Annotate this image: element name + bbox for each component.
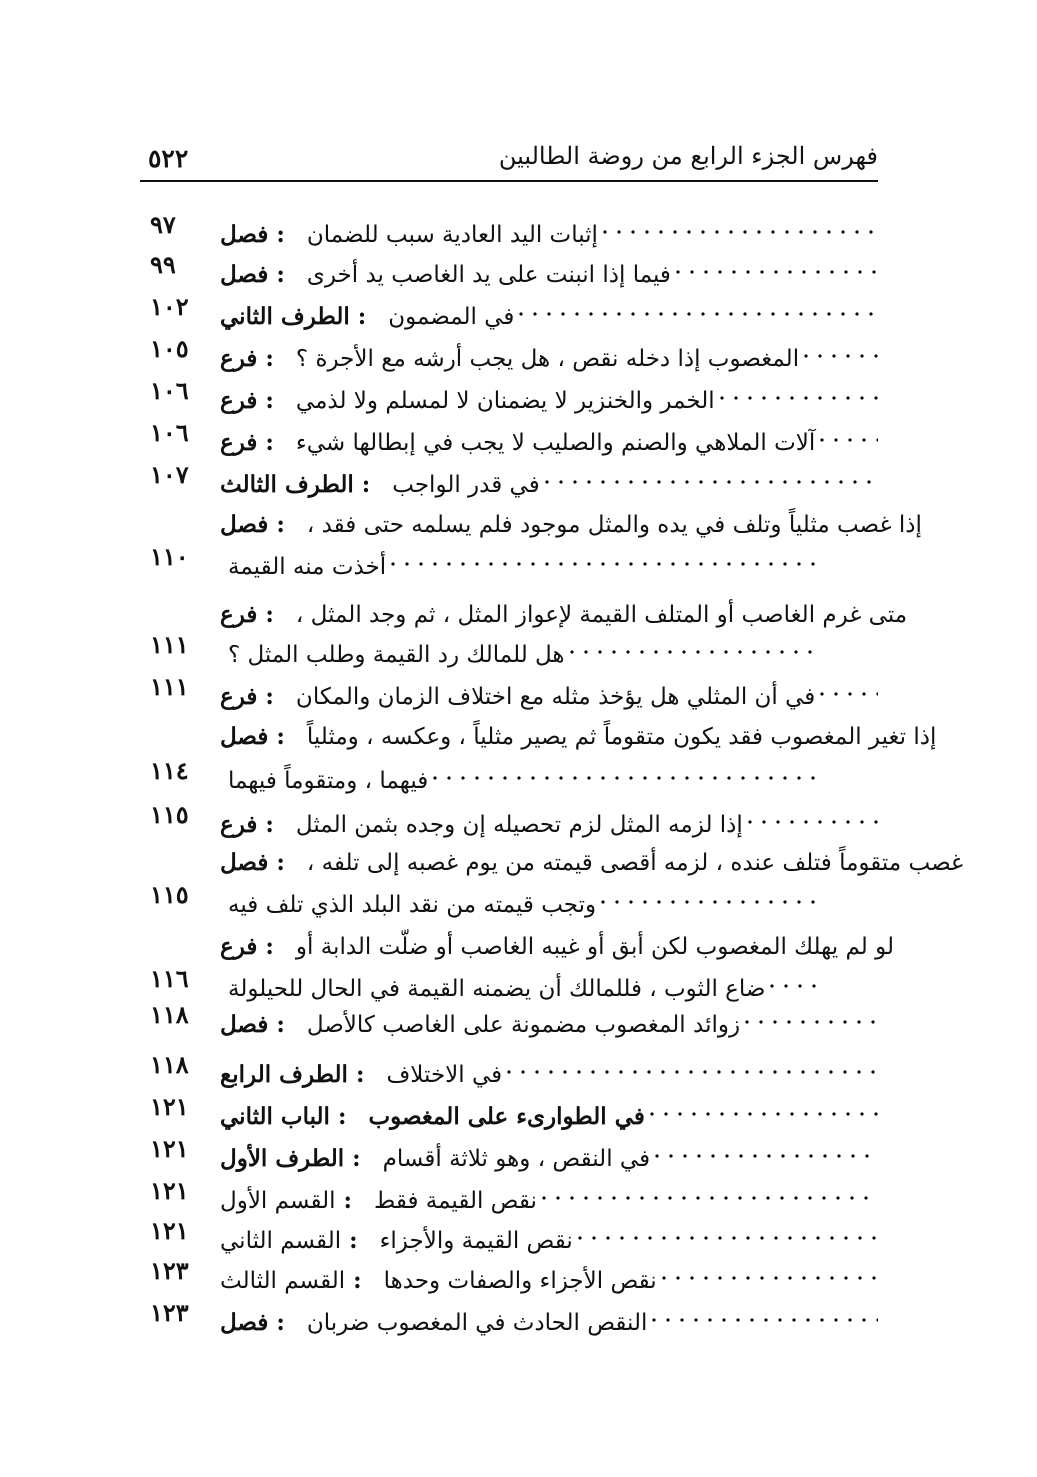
entry-label: الباب الثاني <box>220 1103 330 1130</box>
entry-label: القسم الثالث <box>220 1268 346 1294</box>
page-header <box>140 138 878 182</box>
dot-leader <box>573 1231 878 1245</box>
entry-label: فصل <box>220 511 269 538</box>
entry-page-number: ١٠٦ <box>150 376 189 405</box>
entry-label: الطرف الثالث <box>220 471 354 498</box>
entry-title-continuation: ضاع الثوب ، فللمالك أن يضمنه القيمة في الحال للحيلولة <box>228 976 766 1002</box>
entry-title: الخمر والخنزير لا يضمنان لا لمسلم ولا لذمي <box>295 388 715 414</box>
dot-leader <box>650 1149 878 1163</box>
toc-entry: فصل : إثبات اليد العادية سبب للضمان ٩٧ <box>140 210 878 250</box>
toc-entry: فرع : لو لم يهلك المغصوب لكن أبق أو غيبه الغاصب أو ضلّت الدابة أو ضاع الثوب ، فللمالك أن يضمنه القيمة في الحال للحيلولة ١١٦ <box>150 933 894 1002</box>
toc-entry: الطرف الأول : في النقص ، وهو ثلاثة أقسام ١٢١ <box>140 1134 878 1174</box>
entry-page-number: ١١٨ <box>150 1050 189 1079</box>
entry-page-number: ٩٧ <box>150 210 176 239</box>
dot-leader <box>502 1065 878 1079</box>
dot-leader <box>598 225 878 239</box>
entry-label: الطرف الثاني <box>220 303 350 330</box>
entry-page-number: ١١٠ <box>150 542 189 571</box>
entry-label: فصل <box>220 1011 269 1038</box>
entry-title: النقص الحادث في المغصوب ضربان <box>306 1310 648 1336</box>
entry-title-continuation: هل للمالك رد القيمة وطلب المثل ؟ <box>228 642 565 668</box>
toc-entry: الطرف الرابع : في الاختلاف ١١٨ <box>140 1050 878 1090</box>
toc-entry: فصل : النقص الحادث في المغصوب ضربان ١٢٣ <box>140 1298 878 1338</box>
entry-label: فرع <box>220 811 258 838</box>
dot-leader <box>540 475 878 489</box>
entry-page-number: ١١٤ <box>150 756 189 785</box>
entry-title: فيما إذا انبنت على يد الغاصب يد أخرى <box>306 262 671 288</box>
entry-page-number: ١٢١ <box>150 1134 189 1163</box>
entry-page-number: ٩٩ <box>150 250 176 279</box>
entry-label: فرع <box>220 683 258 710</box>
entry-title: إذا لزمه المثل لزم تحصيله إن وجده بثمن المثل <box>295 812 743 838</box>
entry-label: الطرف الأول <box>220 1145 345 1172</box>
dot-leader <box>657 1271 878 1285</box>
dot-leader <box>743 815 878 829</box>
entry-title: في الطوارىء على المغصوب <box>368 1103 645 1130</box>
toc-entry: فصل : زوائد المغصوب مضمونة على الغاصب كالأصل ١١٨ <box>140 1000 878 1040</box>
entry-title: لو لم يهلك المغصوب لكن أبق أو غيبه الغاصب أو ضلّت الدابة أو <box>295 934 894 960</box>
entry-page-number: ١٠٥ <box>150 334 189 363</box>
entry-title: إذا غصب مثلياً وتلف في يده والمثل موجود فلم يسلمه حتى فقد ، <box>306 512 922 538</box>
entry-page-number: ١٢١ <box>150 1092 189 1121</box>
dot-leader <box>537 1191 878 1205</box>
toc-entry: الباب الثاني : في الطوارىء على المغصوب ١٢١ <box>140 1092 878 1132</box>
entry-page-number: ١٠٢ <box>150 292 189 321</box>
dot-leader <box>715 391 878 405</box>
entry-label: فرع <box>220 429 258 456</box>
toc-entry: القسم الثالث : نقص الأجزاء والصفات وحدها ١٢٣ <box>140 1256 878 1296</box>
dot-leader <box>647 1313 878 1327</box>
dot-leader <box>740 1015 878 1029</box>
entry-label: فرع <box>220 933 258 960</box>
dot-leader <box>671 265 878 279</box>
entry-label: فرع <box>220 601 258 628</box>
entry-title-continuation: أخذت منه القيمة <box>228 554 387 580</box>
toc-entry: فرع : آلات الملاهي والصنم والصليب لا يجب في إبطالها شيء ١٠٦ <box>140 418 878 458</box>
dot-leader <box>815 433 878 447</box>
entry-label: القسم الثاني <box>220 1228 342 1254</box>
entry-label: الطرف الرابع <box>220 1061 348 1088</box>
entry-label: فصل <box>220 261 269 288</box>
entry-title: نقص القيمة والأجزاء <box>379 1228 573 1254</box>
entry-title: في قدر الواجب <box>392 472 540 498</box>
entry-title: آلات الملاهي والصنم والصليب لا يجب في إبطالها شيء <box>295 430 816 456</box>
entry-page-number: ١١٥ <box>150 880 189 909</box>
entry-page-number: ١١٥ <box>150 800 189 829</box>
toc-entry: فصل : غصب متقوماً فتلف عنده ، لزمه أقصى قيمته من يوم غصبه إلى تلفه ، وتجب قيمته من نقد البلد الذي تلف فيه ١١٥ <box>150 849 964 918</box>
entry-title: في أن المثلي هل يؤخذ مثله مع اختلاف الزمان والمكان <box>295 684 816 710</box>
dot-leader <box>645 1107 878 1121</box>
entry-page-number: ١٠٧ <box>150 460 189 489</box>
dot-leader <box>428 771 818 785</box>
entry-title: إثبات اليد العادية سبب للضمان <box>306 222 598 248</box>
entry-label: القسم الأول <box>220 1188 336 1214</box>
dot-leader <box>815 687 878 701</box>
toc-entry: فصل : إذا تغير المغصوب فقد يكون متقوماً ثم يصير مثلياً ، وعكسه ، ومثلياً فيهما ، ومتقوماً فيهما ١١٤ <box>150 723 937 794</box>
entry-page-number: ١١١ <box>150 672 189 701</box>
entry-label: فصل <box>220 723 269 750</box>
entry-title: في المضمون <box>388 304 515 330</box>
entry-page-number: ١١٦ <box>150 964 189 993</box>
dot-leader <box>386 557 818 571</box>
dot-leader <box>596 895 818 909</box>
entry-label: فصل <box>220 849 269 876</box>
entry-page-number: ١٢٣ <box>150 1298 189 1327</box>
entry-page-number: ١٢١ <box>150 1176 189 1205</box>
entry-title: إذا تغير المغصوب فقد يكون متقوماً ثم يصير مثلياً ، وعكسه ، ومثلياً <box>306 724 937 750</box>
entry-label: فرع <box>220 387 258 414</box>
toc-entry: فرع : في أن المثلي هل يؤخذ مثله مع اختلاف الزمان والمكان ١١١ <box>140 672 878 712</box>
toc-entry: فرع : إذا لزمه المثل لزم تحصيله إن وجده بثمن المثل ١١٥ <box>140 800 878 840</box>
page-number: ٥٢٢ <box>148 144 189 173</box>
entry-page-number: ١٢٣ <box>150 1256 189 1285</box>
dot-leader <box>565 645 818 659</box>
running-title: فهرس الجزء الرابع من روضة الطالبين <box>498 142 878 170</box>
toc-entry: الطرف الثاني : في المضمون ١٠٢ <box>140 292 878 332</box>
dot-leader <box>765 979 818 993</box>
entry-title: زوائد المغصوب مضمونة على الغاصب كالأصل <box>306 1012 741 1038</box>
dot-leader <box>799 349 878 363</box>
toc-entry: فرع : المغصوب إذا دخله نقص ، هل يجب أرشه مع الأجرة ؟ ١٠٥ <box>140 334 878 374</box>
entry-title: المغصوب إذا دخله نقص ، هل يجب أرشه مع الأجرة ؟ <box>295 346 800 372</box>
toc-entry: فصل : فيما إذا انبنت على يد الغاصب يد أخرى ٩٩ <box>140 250 878 290</box>
dot-leader <box>514 307 878 321</box>
entry-title-continuation: وتجب قيمته من نقد البلد الذي تلف فيه <box>228 892 597 918</box>
entry-title: غصب متقوماً فتلف عنده ، لزمه أقصى قيمته من يوم غصبه إلى تلفه ، <box>306 850 964 876</box>
entry-page-number: ١١١ <box>150 630 189 659</box>
entry-title: في النقص ، وهو ثلاثة أقسام <box>382 1146 651 1172</box>
entry-label: فصل <box>220 1309 269 1336</box>
entry-page-number: ١١٨ <box>150 1000 189 1029</box>
toc-entry: القسم الثاني : نقص القيمة والأجزاء ١٢١ <box>140 1216 878 1256</box>
entry-label: فصل <box>220 221 269 248</box>
entry-title: متى غرم الغاصب أو المتلف القيمة لإعواز المثل ، ثم وجد المثل ، <box>295 602 908 628</box>
toc-entry: الطرف الثالث : في قدر الواجب ١٠٧ <box>140 460 878 500</box>
entry-page-number: ١٠٦ <box>150 418 189 447</box>
entry-label: فرع <box>220 345 258 372</box>
entry-title: في الاختلاف <box>386 1062 503 1088</box>
toc-entry: فرع : الخمر والخنزير لا يضمنان لا لمسلم ولا لذمي ١٠٦ <box>140 376 878 416</box>
entry-page-number: ١٢١ <box>150 1216 189 1245</box>
toc-entry: فرع : متى غرم الغاصب أو المتلف القيمة لإعواز المثل ، ثم وجد المثل ، هل للمالك رد القيمة وطلب المثل ؟ ١١١ <box>150 601 908 668</box>
entry-title-continuation: فيهما ، ومتقوماً فيهما <box>228 768 429 794</box>
entry-title: نقص القيمة فقط <box>374 1188 537 1214</box>
toc-entry: القسم الأول : نقص القيمة فقط ١٢١ <box>140 1176 878 1216</box>
toc-entry: فصل : إذا غصب مثلياً وتلف في يده والمثل موجود فلم يسلمه حتى فقد ، أخذت منه القيمة ١١٠ <box>150 511 922 580</box>
entry-title: نقص الأجزاء والصفات وحدها <box>383 1268 657 1294</box>
